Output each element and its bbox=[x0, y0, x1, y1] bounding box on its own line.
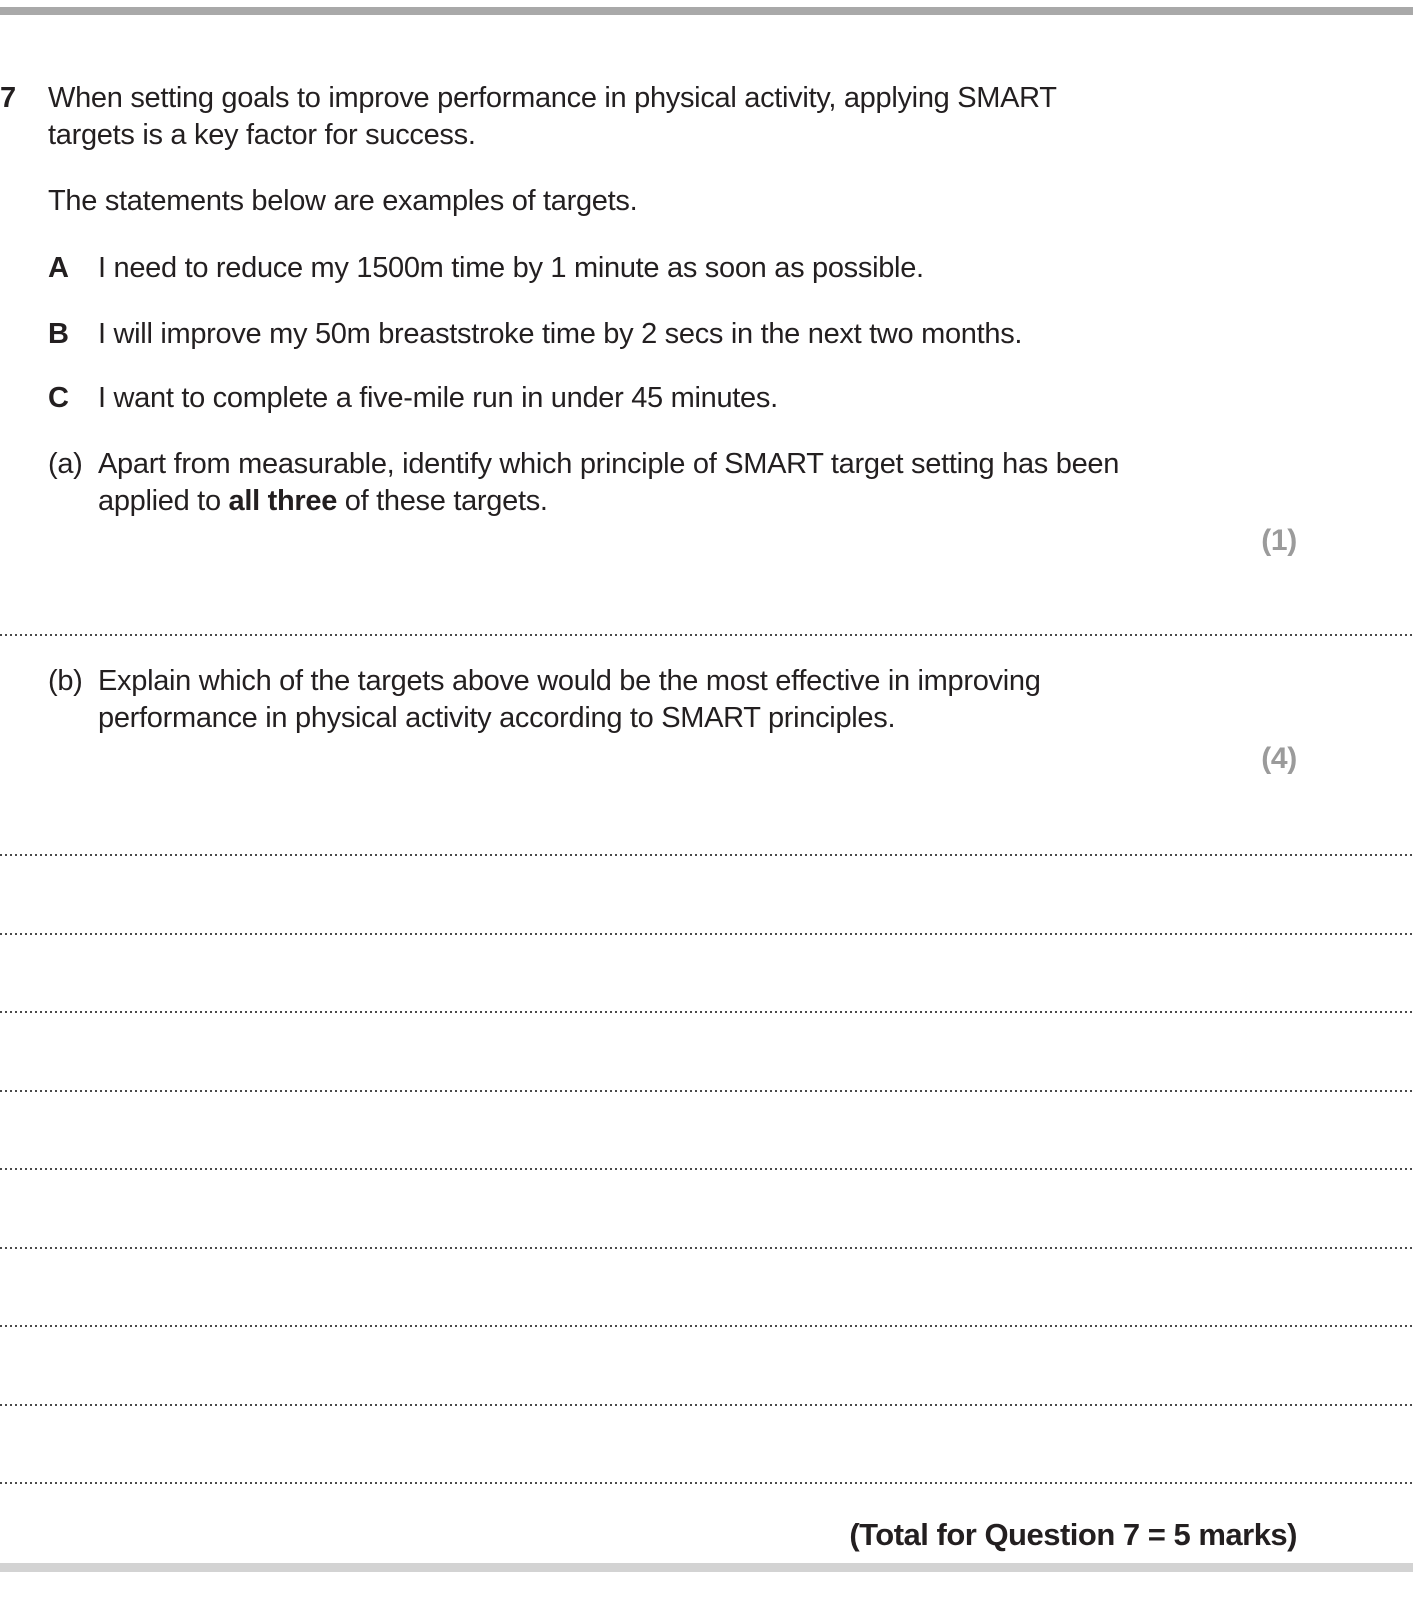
answer-line[interactable] bbox=[0, 1481, 1413, 1484]
statement-a bbox=[48, 250, 924, 287]
answer-line[interactable] bbox=[0, 1010, 1413, 1013]
question-intro bbox=[48, 80, 1057, 154]
statement-c bbox=[48, 380, 778, 417]
answer-line[interactable] bbox=[0, 1403, 1413, 1406]
part-a-question bbox=[48, 446, 1119, 520]
page-top-divider bbox=[0, 7, 1413, 15]
question-intro-line-2: targets is a key factor for success. bbox=[48, 119, 476, 151]
part-a-text bbox=[98, 446, 1119, 520]
part-b-line-1: Explain which of the targets above would be the most effective in improving bbox=[98, 665, 1041, 697]
answer-line[interactable] bbox=[0, 1246, 1413, 1249]
statement-text: I want to complete a five-mile run in under 45 minutes. bbox=[98, 382, 778, 414]
answer-line[interactable] bbox=[0, 1324, 1413, 1327]
part-b-label: (b) bbox=[48, 665, 83, 697]
part-a-line-2-after: of these targets. bbox=[337, 485, 548, 517]
statement-b bbox=[48, 316, 1022, 353]
statement-label: B bbox=[48, 318, 69, 350]
part-b-text bbox=[98, 663, 1041, 737]
statement-label: C bbox=[48, 382, 69, 414]
answer-line[interactable] bbox=[0, 853, 1413, 856]
answer-line[interactable] bbox=[0, 932, 1413, 935]
answer-line[interactable] bbox=[0, 1167, 1413, 1170]
part-a-label: (a) bbox=[48, 448, 83, 480]
question-number: 7 bbox=[0, 82, 16, 114]
part-b-line-2: performance in physical activity according to SMART principles. bbox=[98, 702, 896, 734]
page-bottom-divider bbox=[0, 1563, 1413, 1572]
total-marks-label: (Total for Question 7 = 5 marks) bbox=[849, 1517, 1297, 1552]
part-a-line-2-before: applied to bbox=[98, 485, 229, 517]
part-a-line-2-bold: all three bbox=[228, 485, 338, 517]
answer-line[interactable] bbox=[0, 1089, 1413, 1092]
statement-text: I need to reduce my 1500m time by 1 minute as soon as possible. bbox=[98, 252, 924, 284]
statements-intro: The statements below are examples of targets. bbox=[48, 185, 638, 217]
statement-text: I will improve my 50m breaststroke time by 2 secs in the next two months. bbox=[98, 318, 1023, 350]
question-intro-line-1: When setting goals to improve performance in physical activity, applying SMART bbox=[48, 82, 1057, 114]
statement-label: A bbox=[48, 252, 69, 284]
part-b-marks: (4) bbox=[1261, 742, 1297, 775]
part-a-marks: (1) bbox=[1261, 524, 1297, 557]
part-a-line-1: Apart from measurable, identify which principle of SMART target setting has been bbox=[98, 448, 1120, 480]
answer-line[interactable] bbox=[0, 633, 1413, 636]
part-b-question bbox=[48, 663, 1041, 737]
